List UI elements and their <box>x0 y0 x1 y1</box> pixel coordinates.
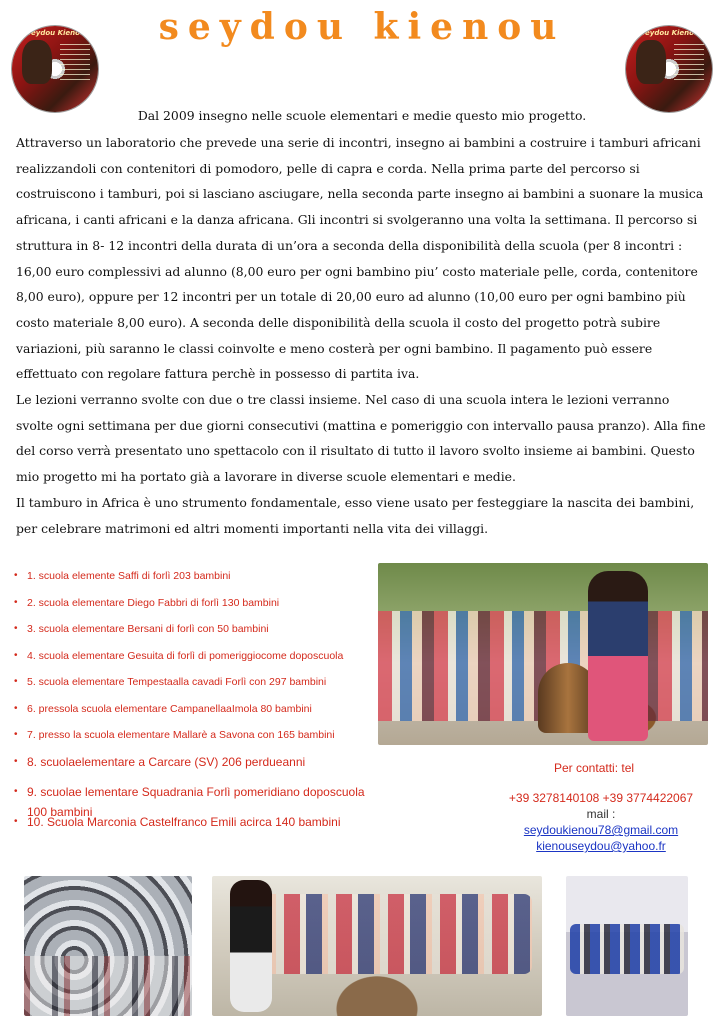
photo-classroom-drumming <box>212 876 542 1016</box>
list-item: • 1. scuola elemente Saffi di forlì 203 bambini <box>14 566 374 593</box>
schools-list <box>14 566 374 842</box>
cd-tracklist <box>60 44 90 84</box>
children-row <box>232 894 532 974</box>
list-item: • 6. pressola scuola elementare CampanellaaImola 80 bambini <box>14 699 374 726</box>
list-item: • 4. scuola elementare Gesuita di forlì di pomeriggiocome doposcuola <box>14 646 374 673</box>
page-title: seydou kienou <box>158 6 566 48</box>
body-text <box>16 130 706 541</box>
photo-drum-containers <box>24 876 192 1016</box>
cd-label: Seydou Kienou <box>26 29 85 37</box>
phone-numbers: +39 3278140108 +39 3774422067 <box>508 791 694 805</box>
list-item: • 2. scuola elementare Diego Fabbri di forlì 130 bambini <box>14 593 374 620</box>
teacher-figure <box>230 880 272 1012</box>
photo-drumming-outdoors <box>378 563 708 745</box>
cd-cover-right <box>626 26 712 112</box>
list-item: • 10. Scuola Marconia Castelfranco Emili acirca 140 bambini <box>14 812 374 842</box>
photo-class-group <box>566 876 688 1016</box>
portrait <box>22 40 52 84</box>
list-item: • 9. scuolae lementare Squadrania Forlì pomeridiano doposcuola 100 bambini <box>14 782 374 812</box>
list-item: • 7. presso la scuola elementare Mallarè a Savona con 165 bambini <box>14 725 374 752</box>
children-row <box>570 924 684 974</box>
cd-tracklist <box>674 44 704 84</box>
paragraph: Il tamburo in Africa è uno strumento fondamentale, esso viene usato per festeggiare la nascita dei bambini, per celebrare matrimoni ed altri momenti importanti nella vita dei villaggi. <box>16 494 695 536</box>
cd-cover-left <box>12 26 98 112</box>
cd-label: Seydou Kienou <box>640 29 699 37</box>
contacts-block <box>476 760 724 854</box>
email-link-gmail[interactable]: seydoukienou78@gmail.com <box>523 823 679 837</box>
list-item: • 3. scuola elementare Bersani di forlì con 50 bambini <box>14 619 374 646</box>
list-item: • 8. scuolaelementare a Carcare (SV) 206 perdueanni <box>14 752 374 782</box>
list-item: • 5. scuola elementare Tempestaalla cavadi Forlì con 297 bambini <box>14 672 374 699</box>
teacher-figure <box>588 571 648 741</box>
paragraph: Attraverso un laboratorio che prevede una serie di incontri, insegno ai bambini a costruire i tamburi africani realizzandoli con contenitori di pomodoro, pelle di capra e corda. Nella prima parte del percorso si costruiscono i tamburi, poi si lasciano asciugare, nella seconda parte insegno ai bambini a suonare la musica africana, i canti africani e la danza africana. Gli incontri si svolgeranno una volta la settimana. Il percorso si struttura in 8- 12 incontri della durata di un’ora a seconda della disponibilità della scuola (per 8 incontri : 16,00 euro complessivi ad alunno (8,00 euro per ogni bambino piu’ costo materiale pelle, corda, contenitore 8,00 euro), oppure per 12 incontri per un totale di 20,00 euro ad alunno (10,00 euro per ogni bambino più costo materiale 8,00 euro). A seconda delle disponibilità della scuola il costo del progetto potrà subire variazioni, più saranno le classi coinvolte e meno costerà per ogni bambino. Il pagamento può essere effettuato con regolare fattura perchè in possesso di partita iva. <box>16 135 704 382</box>
mail-label: mail : <box>586 807 616 821</box>
email-link-yahoo[interactable]: kienouseydou@yahoo.fr <box>536 839 666 853</box>
contacts-label: Per contatti: tel <box>554 761 635 775</box>
intro-line: Dal 2009 insegno nelle scuole elementari e medie questo mio progetto. <box>137 108 587 123</box>
paragraph: Le lezioni verranno svolte con due o tre classi insieme. Nel caso di una scuola intera le lezioni verranno svolte ogni settimana per due giorni consecutivi (mattina e pomeriggio con intervallo pausa pranzo). Alla fine del corso verrà presentato uno spettacolo con il risultato di tutto il lavoro svolto insieme ai bambini. Questo mio progetto mi ha portato già a lavorare in diverse scuole elementari e medie. <box>16 392 706 485</box>
portrait <box>636 40 666 84</box>
